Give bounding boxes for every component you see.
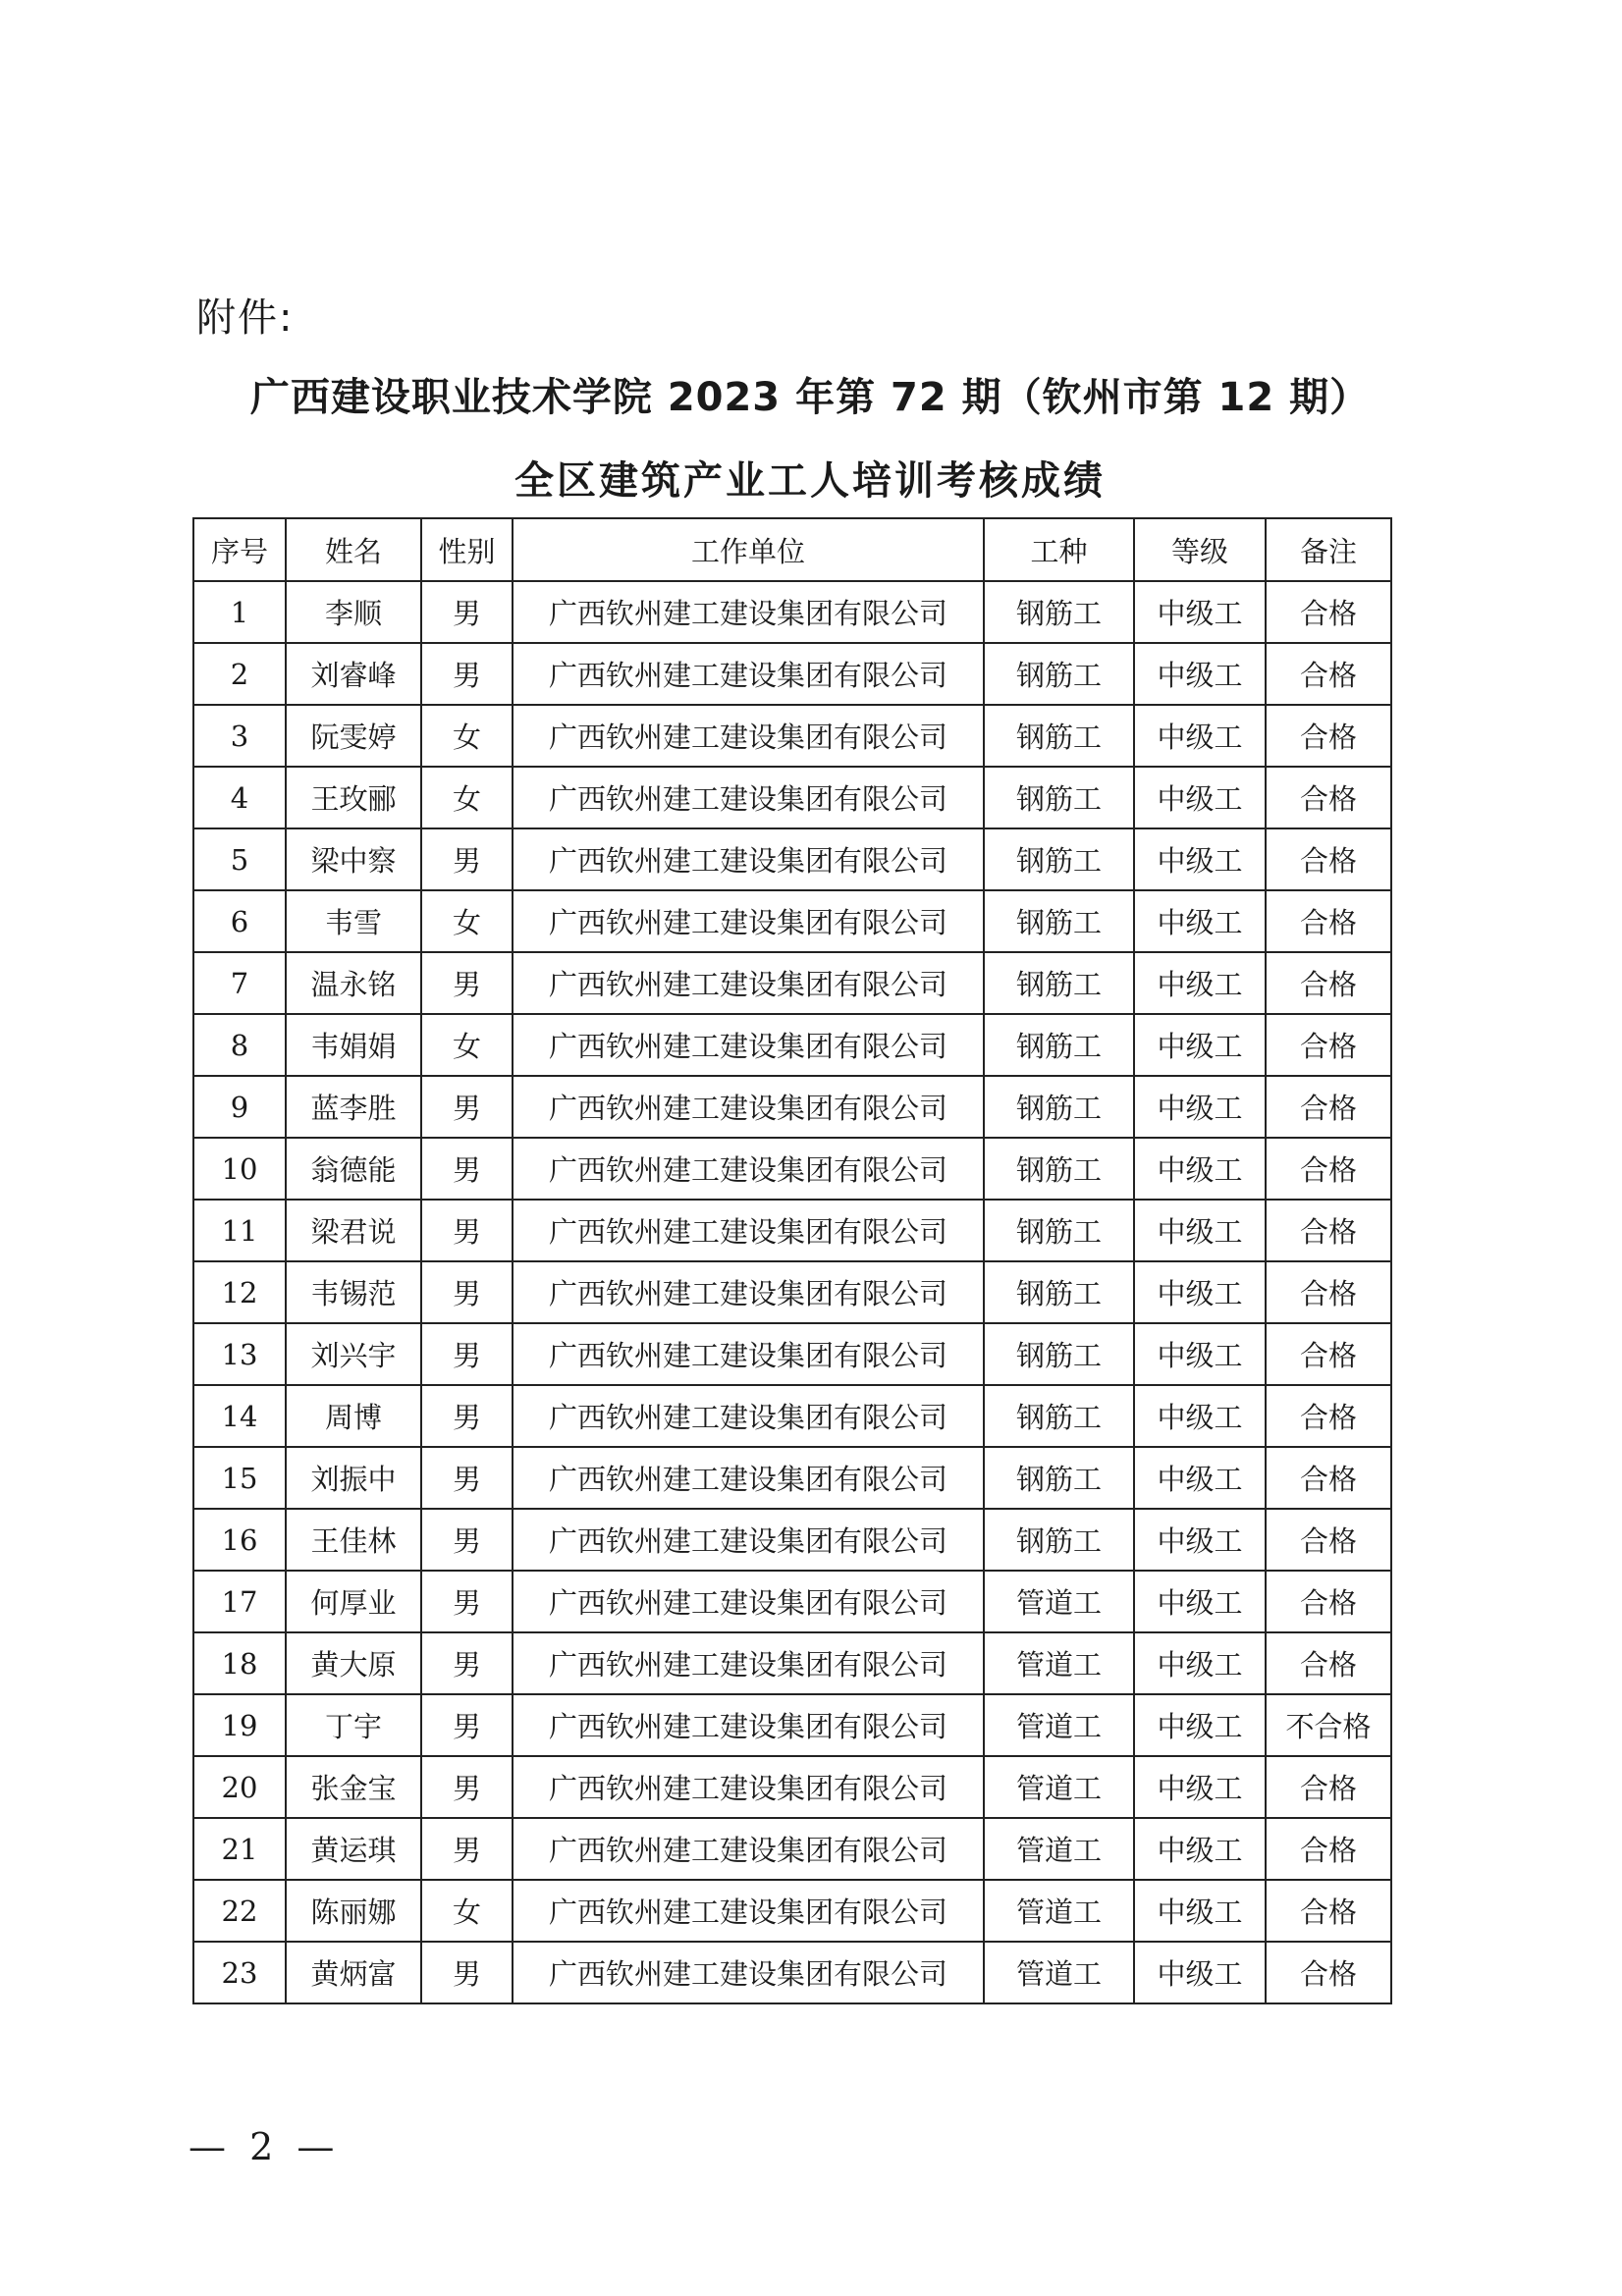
trade-cell: 钢筋工 [984,643,1134,705]
trade-cell: 钢筋工 [984,1509,1134,1571]
index-cell: 10 [193,1138,286,1200]
trade-cell: 管道工 [984,1880,1134,1942]
trade-cell: 钢筋工 [984,1447,1134,1509]
remark-cell: 合格 [1266,1200,1391,1261]
employer-cell: 广西钦州建工建设集团有限公司 [513,643,984,705]
level-cell: 中级工 [1134,828,1266,890]
table-row [193,767,1391,828]
employer-cell: 广西钦州建工建设集团有限公司 [513,1138,984,1200]
index-cell: 21 [193,1818,286,1880]
gender-cell: 女 [421,1014,513,1076]
level-cell: 中级工 [1134,1756,1266,1818]
gender-cell: 男 [421,1571,513,1632]
employer-cell: 广西钦州建工建设集团有限公司 [513,1076,984,1138]
employer-cell: 广西钦州建工建设集团有限公司 [513,1509,984,1571]
level-cell: 中级工 [1134,581,1266,643]
gender-cell: 女 [421,1880,513,1942]
remark-cell: 合格 [1266,1014,1391,1076]
remark-cell: 合格 [1266,890,1391,952]
index-cell: 15 [193,1447,286,1509]
gender-cell: 男 [421,1076,513,1138]
table-row [193,890,1391,952]
employer-cell: 广西钦州建工建设集团有限公司 [513,1756,984,1818]
employer-cell: 广西钦州建工建设集团有限公司 [513,1447,984,1509]
trade-cell: 钢筋工 [984,1385,1134,1447]
trade-cell: 管道工 [984,1571,1134,1632]
remark-cell: 合格 [1266,1880,1391,1942]
employer-cell: 广西钦州建工建设集团有限公司 [513,1942,984,2003]
index-cell: 20 [193,1756,286,1818]
employer-cell: 广西钦州建工建设集团有限公司 [513,890,984,952]
remark-cell: 合格 [1266,1756,1391,1818]
table-header-row [193,518,1391,581]
gender-cell: 男 [421,1200,513,1261]
index-cell: 6 [193,890,286,952]
employer-cell: 广西钦州建工建设集团有限公司 [513,1818,984,1880]
name-cell: 陈丽娜 [286,1880,421,1942]
level-cell: 中级工 [1134,1447,1266,1509]
gender-cell: 女 [421,705,513,767]
header-name: 姓名 [286,518,421,581]
table-row [193,1323,1391,1385]
name-cell: 李顺 [286,581,421,643]
header-gender: 性别 [421,518,513,581]
level-cell: 中级工 [1134,767,1266,828]
level-cell: 中级工 [1134,1200,1266,1261]
table-row [193,705,1391,767]
remark-cell: 合格 [1266,1818,1391,1880]
page-number: — 2 — [189,2125,341,2168]
index-cell: 16 [193,1509,286,1571]
remark-cell: 合格 [1266,1942,1391,2003]
table-row [193,1571,1391,1632]
level-cell: 中级工 [1134,1694,1266,1756]
remark-cell: 合格 [1266,705,1391,767]
employer-cell: 广西钦州建工建设集团有限公司 [513,828,984,890]
remark-cell: 合格 [1266,1138,1391,1200]
name-cell: 韦娟娟 [286,1014,421,1076]
employer-cell: 广西钦州建工建设集团有限公司 [513,1632,984,1694]
gender-cell: 女 [421,890,513,952]
index-cell: 9 [193,1076,286,1138]
remark-cell: 合格 [1266,1261,1391,1323]
gender-cell: 男 [421,1756,513,1818]
employer-cell: 广西钦州建工建设集团有限公司 [513,1694,984,1756]
level-cell: 中级工 [1134,1818,1266,1880]
gender-cell: 男 [421,1447,513,1509]
gender-cell: 男 [421,1694,513,1756]
name-cell: 蓝李胜 [286,1076,421,1138]
attachment-label: 附件: [196,295,295,341]
table-row [193,1632,1391,1694]
name-cell: 翁德能 [286,1138,421,1200]
index-cell: 23 [193,1942,286,2003]
gender-cell: 女 [421,767,513,828]
employer-cell: 广西钦州建工建设集团有限公司 [513,1261,984,1323]
trade-cell: 钢筋工 [984,952,1134,1014]
index-cell: 18 [193,1632,286,1694]
index-cell: 7 [193,952,286,1014]
table-row [193,1694,1391,1756]
index-cell: 19 [193,1694,286,1756]
name-cell: 黄大原 [286,1632,421,1694]
remark-cell: 合格 [1266,581,1391,643]
remark-cell: 合格 [1266,1632,1391,1694]
remark-cell: 合格 [1266,643,1391,705]
index-cell: 3 [193,705,286,767]
gender-cell: 男 [421,643,513,705]
level-cell: 中级工 [1134,1880,1266,1942]
employer-cell: 广西钦州建工建设集团有限公司 [513,1014,984,1076]
level-cell: 中级工 [1134,1632,1266,1694]
employer-cell: 广西钦州建工建设集团有限公司 [513,952,984,1014]
table-row [193,1509,1391,1571]
table-row [193,1756,1391,1818]
employer-cell: 广西钦州建工建设集团有限公司 [513,767,984,828]
level-cell: 中级工 [1134,1385,1266,1447]
name-cell: 韦雪 [286,890,421,952]
trade-cell: 钢筋工 [984,1014,1134,1076]
employer-cell: 广西钦州建工建设集团有限公司 [513,1571,984,1632]
gender-cell: 男 [421,1509,513,1571]
name-cell: 张金宝 [286,1756,421,1818]
name-cell: 刘振中 [286,1447,421,1509]
table-body [193,581,1391,2003]
level-cell: 中级工 [1134,1942,1266,2003]
name-cell: 温永铭 [286,952,421,1014]
gender-cell: 男 [421,1818,513,1880]
table-row [193,1880,1391,1942]
level-cell: 中级工 [1134,1261,1266,1323]
name-cell: 周博 [286,1385,421,1447]
level-cell: 中级工 [1134,1571,1266,1632]
trade-cell: 钢筋工 [984,1200,1134,1261]
trade-cell: 钢筋工 [984,1261,1134,1323]
index-cell: 2 [193,643,286,705]
remark-cell: 合格 [1266,1323,1391,1385]
header-level: 等级 [1134,518,1266,581]
gender-cell: 男 [421,1632,513,1694]
gender-cell: 男 [421,1323,513,1385]
remark-cell: 合格 [1266,1076,1391,1138]
level-cell: 中级工 [1134,1014,1266,1076]
gender-cell: 男 [421,1261,513,1323]
table-row [193,1200,1391,1261]
name-cell: 黄运琪 [286,1818,421,1880]
header-trade: 工种 [984,518,1134,581]
table-row [193,1447,1391,1509]
table-row [193,952,1391,1014]
table-row [193,643,1391,705]
name-cell: 王佳林 [286,1509,421,1571]
level-cell: 中级工 [1134,1509,1266,1571]
trade-cell: 钢筋工 [984,581,1134,643]
level-cell: 中级工 [1134,1076,1266,1138]
gender-cell: 男 [421,1385,513,1447]
document-subtitle: 全区建筑产业工人培训考核成绩 [514,458,1106,504]
gender-cell: 男 [421,828,513,890]
employer-cell: 广西钦州建工建设集团有限公司 [513,1200,984,1261]
trade-cell: 钢筋工 [984,828,1134,890]
trade-cell: 管道工 [984,1694,1134,1756]
index-cell: 22 [193,1880,286,1942]
index-cell: 1 [193,581,286,643]
gender-cell: 男 [421,952,513,1014]
level-cell: 中级工 [1134,1323,1266,1385]
level-cell: 中级工 [1134,1138,1266,1200]
remark-cell: 合格 [1266,1509,1391,1571]
index-cell: 11 [193,1200,286,1261]
gender-cell: 男 [421,1138,513,1200]
name-cell: 何厚业 [286,1571,421,1632]
name-cell: 丁宇 [286,1694,421,1756]
index-cell: 5 [193,828,286,890]
trade-cell: 钢筋工 [984,1323,1134,1385]
table-row [193,1942,1391,2003]
index-cell: 4 [193,767,286,828]
employer-cell: 广西钦州建工建设集团有限公司 [513,1385,984,1447]
table-row [193,1014,1391,1076]
trade-cell: 钢筋工 [984,890,1134,952]
index-cell: 13 [193,1323,286,1385]
remark-cell: 不合格 [1266,1694,1391,1756]
name-cell: 梁中察 [286,828,421,890]
trade-cell: 管道工 [984,1632,1134,1694]
employer-cell: 广西钦州建工建设集团有限公司 [513,581,984,643]
level-cell: 中级工 [1134,890,1266,952]
name-cell: 韦锡范 [286,1261,421,1323]
table-row [193,1261,1391,1323]
trade-cell: 管道工 [984,1756,1134,1818]
header-remark: 备注 [1266,518,1391,581]
trade-cell: 管道工 [984,1942,1134,2003]
remark-cell: 合格 [1266,1385,1391,1447]
level-cell: 中级工 [1134,643,1266,705]
name-cell: 梁君说 [286,1200,421,1261]
table-row [193,1138,1391,1200]
header-index: 序号 [193,518,286,581]
employer-cell: 广西钦州建工建设集团有限公司 [513,1880,984,1942]
trade-cell: 钢筋工 [984,767,1134,828]
document-title: 广西建设职业技术学院 2023 年第 72 期（钦州市第 12 期） [249,375,1371,420]
remark-cell: 合格 [1266,767,1391,828]
remark-cell: 合格 [1266,1447,1391,1509]
gender-cell: 男 [421,1942,513,2003]
trade-cell: 钢筋工 [984,705,1134,767]
results-table [192,517,1392,2004]
table-row [193,1385,1391,1447]
table-row [193,1818,1391,1880]
employer-cell: 广西钦州建工建设集团有限公司 [513,705,984,767]
name-cell: 刘兴宇 [286,1323,421,1385]
name-cell: 刘睿峰 [286,643,421,705]
table-row [193,828,1391,890]
remark-cell: 合格 [1266,828,1391,890]
index-cell: 8 [193,1014,286,1076]
index-cell: 17 [193,1571,286,1632]
trade-cell: 管道工 [984,1818,1134,1880]
trade-cell: 钢筋工 [984,1076,1134,1138]
index-cell: 14 [193,1385,286,1447]
remark-cell: 合格 [1266,1571,1391,1632]
trade-cell: 钢筋工 [984,1138,1134,1200]
name-cell: 阮雯婷 [286,705,421,767]
name-cell: 黄炳富 [286,1942,421,2003]
level-cell: 中级工 [1134,952,1266,1014]
header-employer: 工作单位 [513,518,984,581]
table-row [193,1076,1391,1138]
gender-cell: 男 [421,581,513,643]
index-cell: 12 [193,1261,286,1323]
name-cell: 王玫郦 [286,767,421,828]
remark-cell: 合格 [1266,952,1391,1014]
table-row [193,581,1391,643]
employer-cell: 广西钦州建工建设集团有限公司 [513,1323,984,1385]
level-cell: 中级工 [1134,705,1266,767]
